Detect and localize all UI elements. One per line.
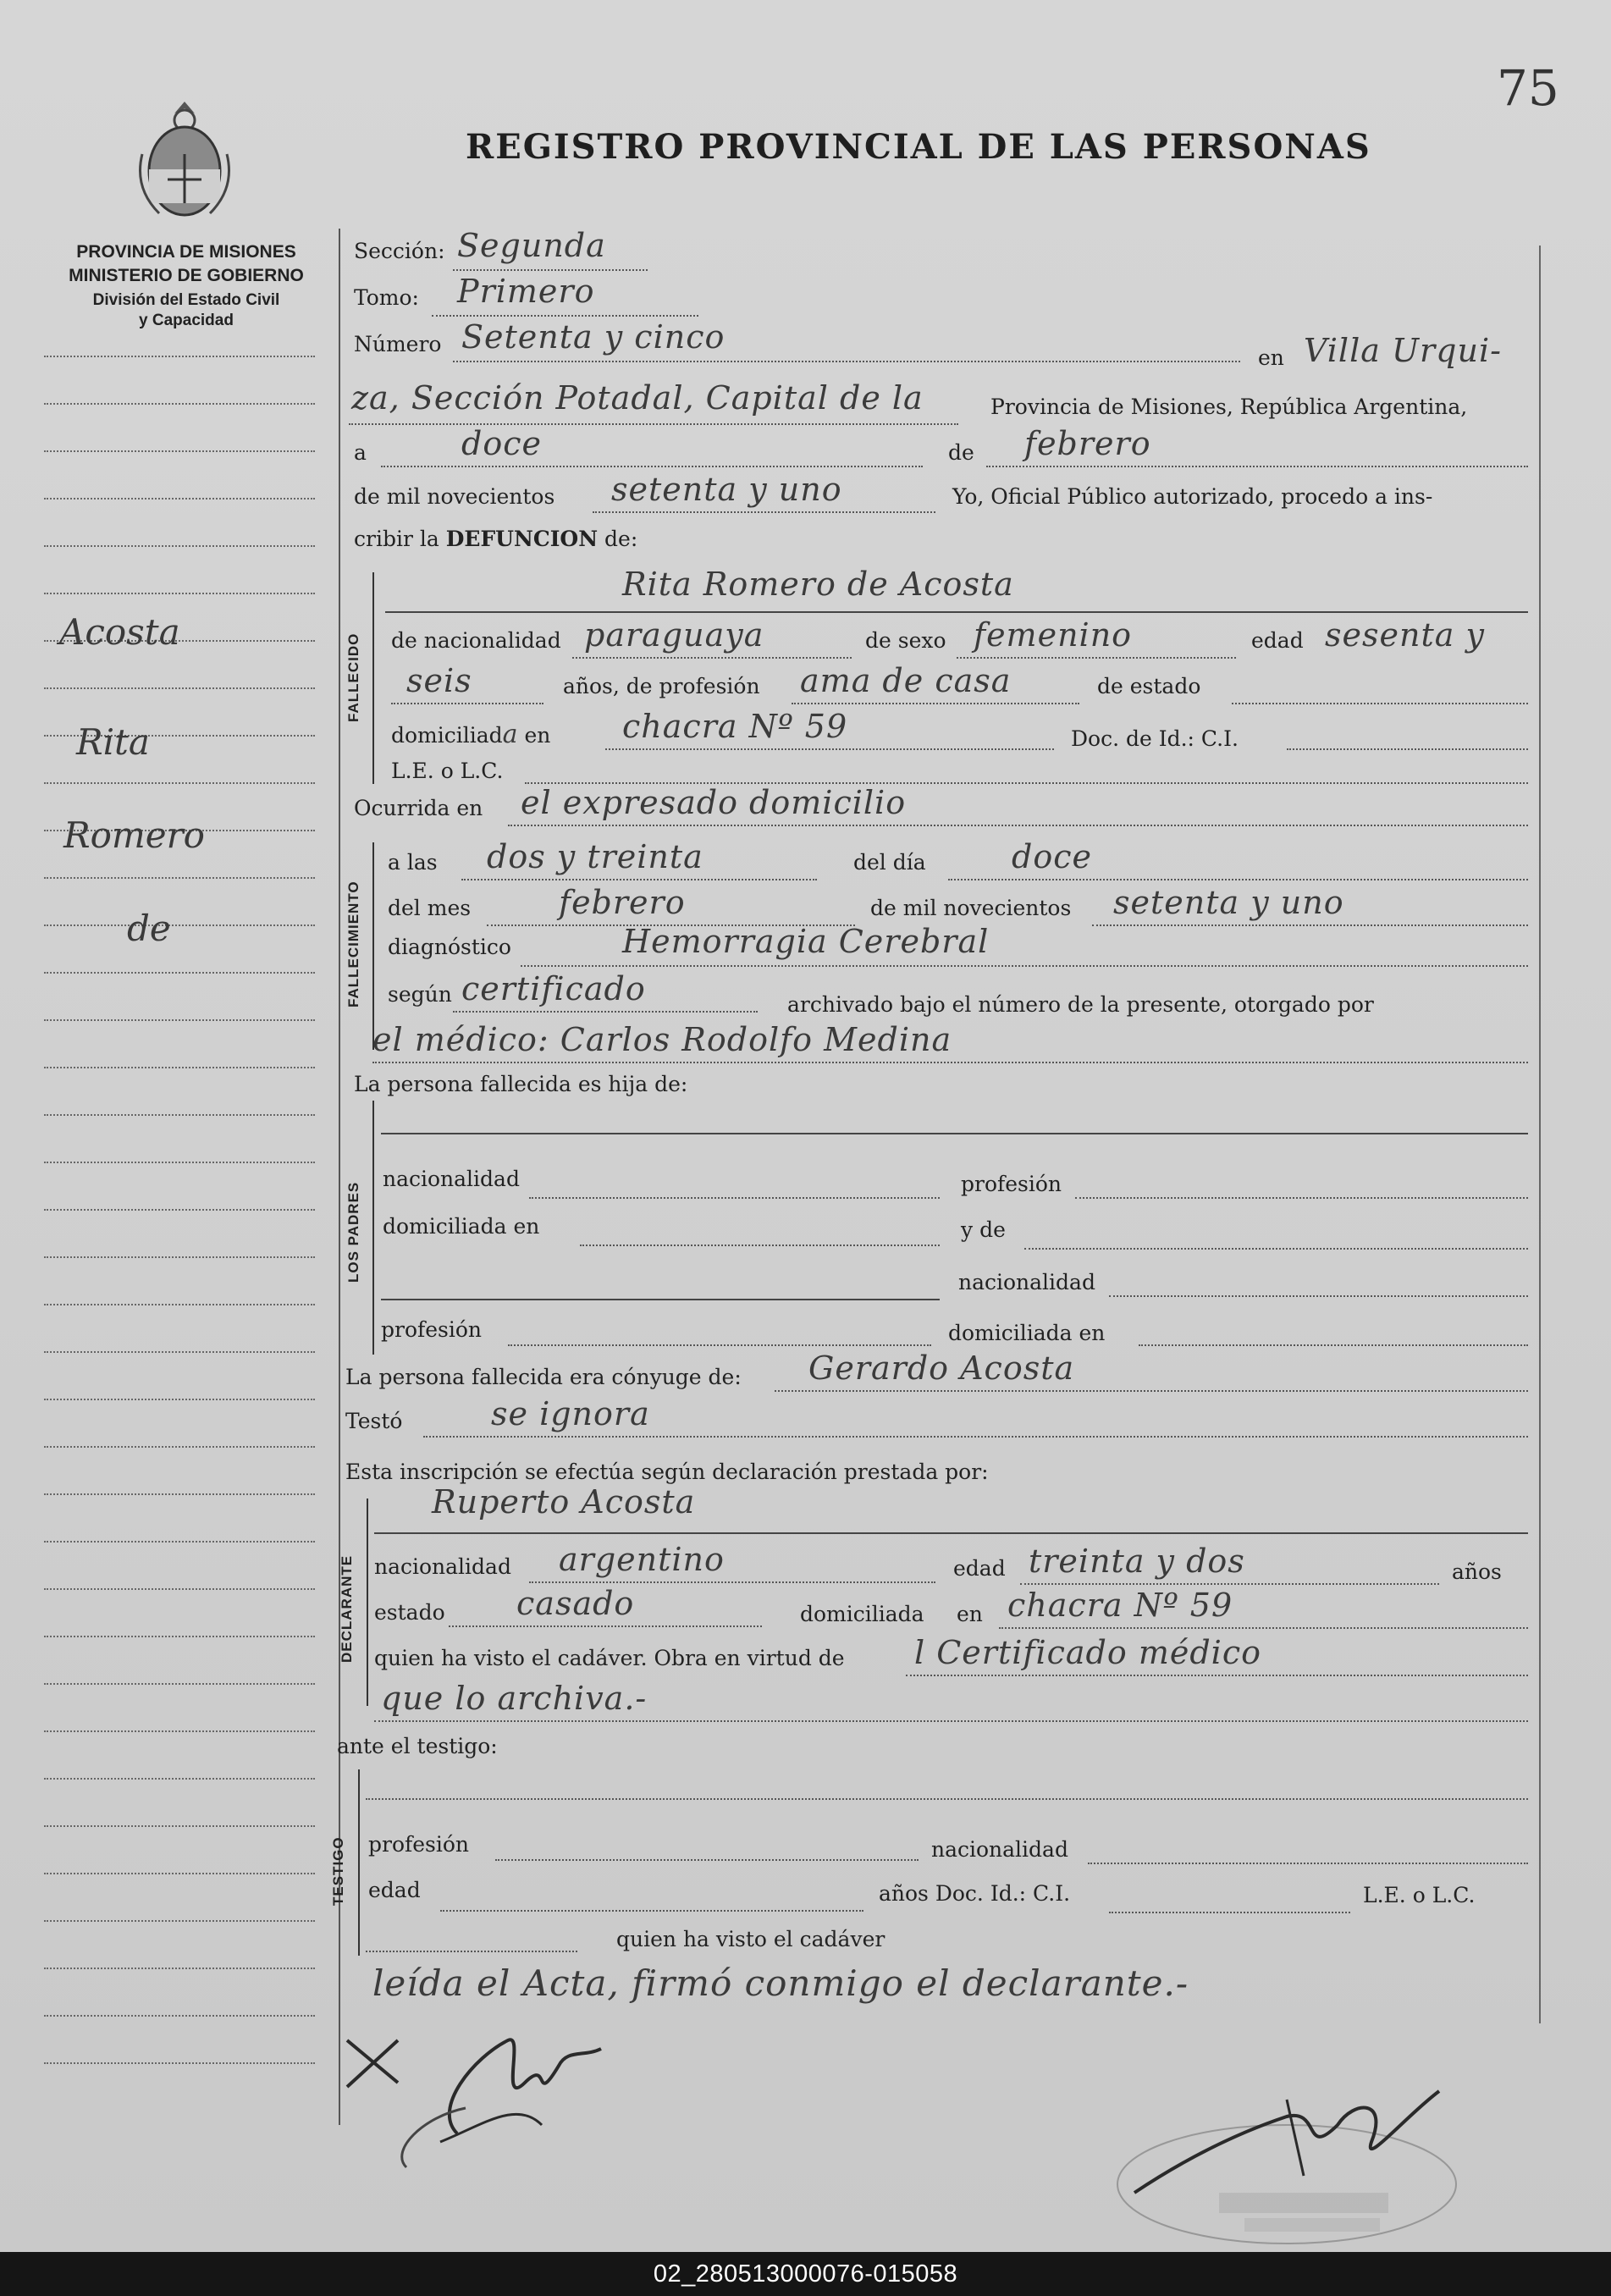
label-tomo: Tomo: — [354, 285, 419, 310]
value-mes: febrero — [1024, 425, 1151, 462]
label-diagnostico: diagnóstico — [388, 935, 511, 959]
value-ano-muerte: setenta y uno — [1113, 884, 1344, 921]
province-name: PROVINCIA DE MISIONES — [76, 242, 296, 262]
label-domiciliad-stem: domiciliad — [391, 723, 503, 748]
value-obra-1: l Certificado médico — [914, 1634, 1261, 1671]
value-difunto: Rita Romero de Acosta — [622, 566, 1014, 603]
value-conyuge: Gerardo Acosta — [808, 1349, 1075, 1387]
label-domiciliada-padre: domiciliada en — [383, 1214, 540, 1239]
label-conyuge: La persona fallecida era cónyuge de: — [345, 1365, 742, 1389]
value-declarante: Ruperto Acosta — [432, 1483, 696, 1521]
label-de-estado: de estado — [1097, 674, 1201, 698]
label-a: a — [354, 440, 367, 465]
value-cierre: leída el Acta, firmó conmigo el declarante.- — [372, 1962, 1189, 2004]
label-archivado: archivado bajo el número de la presente, otorgado por — [787, 992, 1374, 1017]
value-decl-estado: casado — [516, 1585, 635, 1622]
label-ocurrida-en: Ocurrida en — [354, 796, 483, 820]
label-anos-profesion: años, de profesión — [563, 674, 760, 698]
value-hora: dos y treinta — [487, 838, 703, 875]
tab-fallecimiento: FALLECIMIENTO — [345, 880, 361, 1007]
value-lugar-1: Villa Urqui- — [1304, 332, 1502, 369]
value-profesion: ama de casa — [800, 662, 1012, 699]
label-defuncion: DEFUNCION — [445, 527, 599, 551]
label-estado-declarante: estado — [374, 1600, 445, 1625]
label-testo: Testó — [345, 1409, 403, 1433]
tab-fallecido: FALLECIDO — [345, 632, 361, 722]
value-diagnostico: Hemorragia Cerebral — [622, 923, 990, 960]
label-anos-declarante: años — [1452, 1559, 1502, 1584]
page-number: 75 — [1497, 59, 1559, 117]
label-mil-novecientos-muerte: de mil novecientos — [870, 896, 1072, 920]
label-de-mil-novecientos: de mil novecientos — [354, 484, 555, 509]
label-y-de: y de — [961, 1217, 1006, 1242]
header-title: REGISTRO PROVINCIAL DE LAS PERSONAS — [466, 127, 1371, 167]
margin-name-maiden: Romero — [63, 814, 205, 856]
tab-declarante: DECLARANTE — [339, 1554, 355, 1663]
label-nacionalidad-declarante: nacionalidad — [374, 1554, 511, 1579]
label-profesion-padre: profesión — [961, 1172, 1062, 1196]
label-a-las: a las — [388, 850, 438, 875]
label-yo-oficial: Yo, Oficial Público autorizado, procedo a ins- — [952, 484, 1433, 509]
margin-name-particle: de — [127, 908, 171, 949]
label-profesion-madre: profesión — [381, 1317, 483, 1342]
label-en-declarante: en — [957, 1602, 983, 1626]
issuer-block — [34, 242, 339, 330]
label-edad: edad — [1251, 628, 1304, 653]
value-domicilio: chacra Nº 59 — [622, 708, 848, 745]
label-le-lc-fallecido: L.E. o L.C. — [391, 759, 504, 783]
label-de-colon: de: — [604, 527, 638, 551]
value-ano: setenta y uno — [611, 471, 842, 508]
value-testo: se ignora — [491, 1395, 650, 1432]
value-decl-edad: treinta y dos — [1029, 1543, 1245, 1580]
value-dia: doce — [461, 425, 542, 462]
division-line-1: División del Estado Civil — [92, 291, 280, 309]
label-cribir-la: cribir la — [354, 527, 439, 551]
ministry-name: MINISTERIO DE GOBIERNO — [69, 266, 304, 285]
value-ocurrida: el expresado domicilio — [521, 784, 907, 821]
label-del-dia: del día — [853, 850, 926, 875]
label-profesion-testigo: profesión — [368, 1832, 470, 1857]
label-quien-visto: quien ha visto el cadáver. Obra en virtud de — [374, 1646, 845, 1670]
division-line-2: y Capacidad — [139, 312, 234, 329]
footer-code: 02_280513000076-015058 — [0, 2252, 1611, 2296]
label-seccion: Sección: — [354, 239, 445, 263]
label-segun: según — [388, 982, 452, 1007]
value-obra-2: que lo archiva.- — [381, 1680, 648, 1717]
value-dia-muerte: doce — [1012, 838, 1092, 875]
label-nacionalidad-madre: nacionalidad — [958, 1270, 1095, 1294]
value-decl-nacionalidad: argentino — [559, 1541, 725, 1578]
label-domiciliad — [391, 720, 550, 749]
value-segun: certificado — [461, 970, 646, 1007]
label-hija-de: La persona fallecida es hija de: — [354, 1072, 688, 1096]
label-quien-visto-testigo: quien ha visto el cadáver — [616, 1927, 885, 1951]
label-domiciliada-declarante: domiciliada — [800, 1602, 924, 1626]
label-edad-declarante: edad — [953, 1556, 1006, 1581]
label-sexo: de sexo — [865, 628, 946, 653]
value-mes-muerte: febrero — [559, 884, 686, 921]
official-signature — [1117, 2066, 1473, 2235]
value-edad-1: sesenta y — [1325, 616, 1485, 654]
label-ante-testigo: ante el testigo: — [337, 1734, 498, 1758]
label-en-lugar: en — [1258, 345, 1284, 370]
label-de-mes: de — [948, 440, 974, 465]
tab-testigo: TESTIGO — [330, 1836, 346, 1906]
label-nacionalidad-padre: nacionalidad — [383, 1167, 520, 1191]
declarant-signature — [330, 2006, 652, 2176]
value-tomo: Primero — [457, 273, 595, 310]
label-provincia-republica: Provincia de Misiones, República Argentina, — [990, 395, 1468, 419]
margin-name-surname: Acosta — [59, 611, 180, 653]
label-domiciliad-en: en — [524, 723, 551, 748]
value-domiciliad-suffix: a — [502, 720, 518, 749]
coat-of-arms-emblem — [134, 95, 235, 222]
label-inscribir — [354, 527, 637, 551]
label-anos-doc-testigo: años Doc. Id.: C.I. — [879, 1881, 1071, 1906]
value-sexo: femenino — [974, 616, 1133, 654]
label-le-lc-testigo: L.E. o L.C. — [1363, 1883, 1476, 1907]
value-medico: el médico: Carlos Rodolfo Medina — [372, 1021, 952, 1058]
label-inscripcion: Esta inscripción se efectúa según declaración prestada por: — [345, 1460, 989, 1484]
value-lugar-2: za, Sección Potadal, Capital de la — [351, 379, 924, 417]
label-del-mes: del mes — [388, 896, 472, 920]
label-doc-id: Doc. de Id.: C.I. — [1071, 726, 1239, 751]
value-numero: Setenta y cinco — [461, 318, 726, 356]
label-numero: Número — [354, 332, 442, 356]
label-domiciliada-madre: domiciliada en — [948, 1321, 1106, 1345]
value-decl-domicilio: chacra Nº 59 — [1007, 1587, 1233, 1624]
value-seccion: Segunda — [457, 227, 606, 264]
tab-los-padres: LOS PADRES — [345, 1181, 361, 1283]
value-edad-2: seis — [406, 662, 472, 699]
margin-name-first: Rita — [76, 721, 150, 763]
label-nacionalidad-fallecido: de nacionalidad — [391, 628, 561, 653]
label-nacionalidad-testigo: nacionalidad — [931, 1837, 1068, 1862]
value-nacionalidad: paraguaya — [584, 616, 764, 654]
label-edad-testigo: edad — [368, 1878, 421, 1902]
